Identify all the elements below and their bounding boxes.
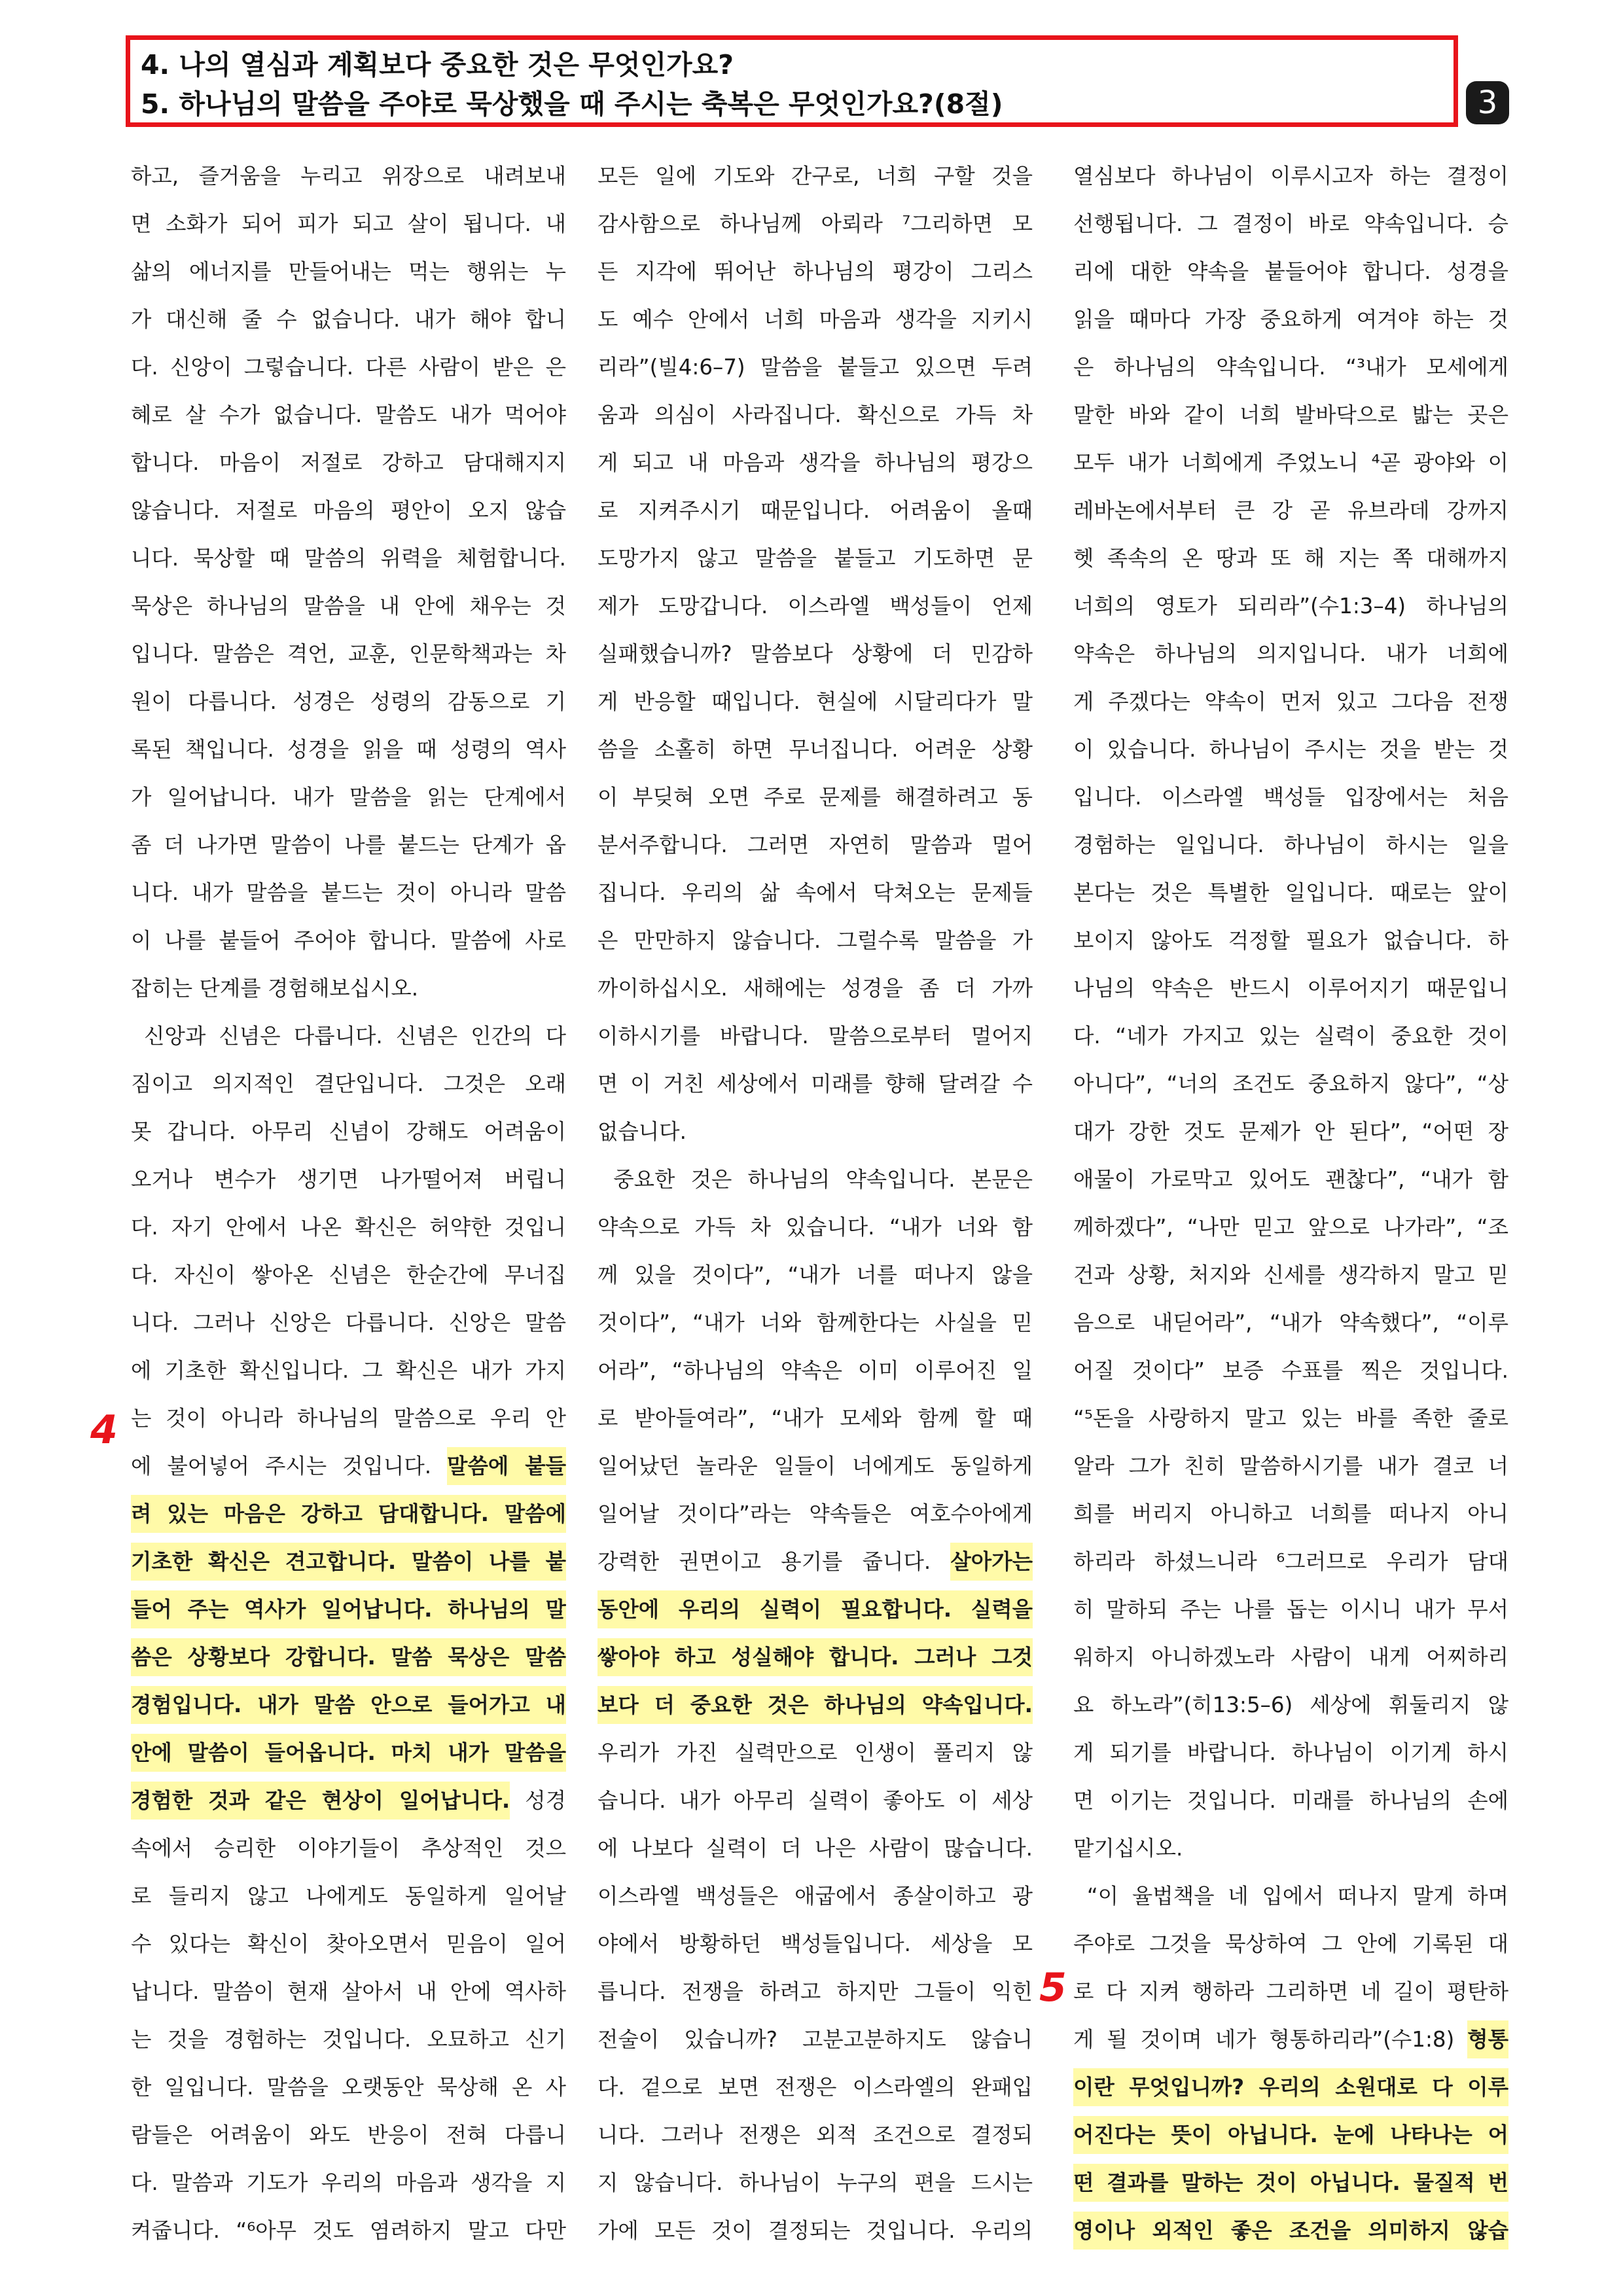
text-line: 않습니다. 저절로 마음의 평안이 오지 않습 [131, 498, 566, 523]
text-line: 어질 것이다” 보증 수표를 찍은 것입니다. [1073, 1358, 1508, 1383]
text-line: 약속은 하나님의 의지입니다. 내가 너희에 [1073, 641, 1508, 666]
text-line: 리에 대한 약속을 붙들어야 합니다. 성경을 [1073, 259, 1508, 284]
text-line: 맡기십시오. [1073, 1836, 1183, 1861]
highlighted-text: 살아가는 [950, 1543, 1033, 1581]
text-line: 가 일어납니다. 내가 말씀을 읽는 단계에서 [131, 785, 566, 810]
text-line: 면 소화가 되어 피가 되고 살이 됩니다. 내 [131, 211, 566, 236]
text-line: 레바논에서부터 큰 강 곧 유브라데 강까지 [1073, 498, 1508, 523]
text-line: 다. 자기 안에서 나온 확신은 허약한 것입니 [131, 1215, 566, 1240]
text-line: 는 것을 경험하는 것입니다. 오묘하고 신기 [131, 2027, 566, 2052]
text-line: 오거나 변수가 생기면 나가떨어져 버립니 [131, 1167, 566, 1192]
text-line: 도 예수 안에서 너희 마음과 생각을 지키시 [597, 307, 1033, 332]
highlighted-line [1073, 2159, 1508, 2207]
text-line: 약속으로 가득 차 있습니다. “내가 너와 함 [597, 1215, 1033, 1240]
text-line: 로 다 지켜 행하라 그리하면 네 길이 평탄하 [1073, 1979, 1508, 2004]
text-line: 짐이고 의지적인 결단입니다. 그것은 오래 [131, 1071, 566, 1096]
text-line: 리라”(빌4:6–7) 말씀을 붙들고 있으면 두려 [597, 355, 1033, 380]
text-line: 모두 내가 너희에게 주었노니 ⁴곧 광야와 이 [1073, 450, 1508, 475]
text-line: 로 받아들여라”, “내가 모세와 함께 할 때 [597, 1406, 1033, 1431]
text-line: 전술이 있습니까? 고분고분하지도 않습니 [597, 2027, 1033, 2052]
text-line: 히 말하되 주는 나를 돕는 이시니 내가 무서 [1073, 1597, 1508, 1622]
page-number: 3 [1466, 81, 1509, 124]
text-line: “⁵돈을 사랑하지 말고 있는 바를 족한 줄로 [1073, 1406, 1508, 1431]
text-line: 읽을 때마다 가장 중요하게 여겨야 하는 것 [1073, 307, 1508, 332]
text-line: 게 되고 내 마음과 생각을 하나님의 평강으 [597, 450, 1033, 475]
text-line: 요 하노라”(히13:5–6) 세상에 휘둘리지 않 [1073, 1693, 1508, 1717]
text-line-mixed [131, 1443, 566, 1490]
text-line: 입니다. 말씀은 격언, 교훈, 인문학책과는 차 [131, 641, 566, 666]
highlighted-line [597, 1681, 1033, 1729]
text-line: 묵상은 하나님의 말씀을 내 안에 채우는 것 [131, 594, 566, 619]
text-line: 수 있다는 확신이 찾아오면서 믿음이 일어 [131, 1931, 566, 1956]
question-4: 4. 나의 열심과 계획보다 중요한 것은 무엇인가요? [141, 49, 734, 81]
text-line: 말한 바와 같이 너희 발바닥으로 밟는 곳은 [1073, 403, 1508, 427]
text-line: 니다. 내가 말씀을 붙드는 것이 아니라 말씀 [131, 880, 566, 905]
question-5: 5. 하나님의 말씀을 주야로 묵상했을 때 주시는 축복은 무엇인가요?(8절) [141, 88, 1003, 120]
question-5-marker: 5 [1039, 1965, 1067, 2011]
highlighted-text: 안에 말씀이 들어옵니다. 마치 내가 말씀을 [131, 1734, 566, 1772]
text-line: 헷 족속의 온 땅과 또 해 지는 쪽 대해까지 [1073, 546, 1508, 571]
text-line: 니다. 그러나 전쟁은 외적 조건으로 결정되 [597, 2123, 1033, 2147]
highlighted-line [131, 1634, 566, 1681]
text-segment: 에 불어넣어 주시는 것입니다. [131, 1454, 448, 1479]
text-line: 다. 신앙이 그렇습니다. 다른 사람이 받은 은 [131, 355, 566, 380]
text-line: 분서주합니다. 그러면 자연히 말씀과 멀어 [597, 833, 1033, 857]
text-line: “이 율법책을 네 입에서 떠나지 말게 하며 [1073, 1884, 1508, 1909]
text-line: 에 나보다 실력이 더 나은 사람이 많습니다. [597, 1836, 1033, 1861]
text-line: 주야로 그것을 묵상하여 그 안에 기록된 대 [1073, 1931, 1508, 1956]
text-line: 다. 겉으로 보면 전쟁은 이스라엘의 완패입 [597, 2075, 1033, 2100]
text-line: 가 대신해 줄 수 없습니다. 내가 해야 합니 [131, 307, 566, 332]
text-line: 납니다. 말씀이 현재 살아서 내 안에 역사하 [131, 1979, 566, 2004]
text-line: 감사함으로 하나님께 아뢰라 ⁷그리하면 모 [597, 211, 1033, 236]
text-line: 없습니다. [597, 1119, 687, 1144]
text-line: 일어났던 놀라운 일들이 너에게도 동일하게 [597, 1454, 1033, 1479]
highlighted-line [1073, 2207, 1508, 2255]
text-line: 나님의 약속은 반드시 이루어지기 때문입니 [1073, 976, 1508, 1001]
text-line: 다. 자신이 쌓아온 신념은 한순간에 무너집 [131, 1263, 566, 1287]
highlighted-line [1073, 2111, 1508, 2159]
highlighted-line [1073, 2064, 1508, 2111]
text-line: 삶의 에너지를 만들어내는 먹는 행위는 누 [131, 259, 566, 284]
highlighted-text: 떤 결과를 말하는 것이 아닙니다. 물질적 번 [1073, 2164, 1508, 2202]
text-line: 니다. 묵상할 때 말씀의 위력을 체험합니다. [131, 546, 566, 571]
highlighted-text: 들어 주는 역사가 일어납니다. 하나님의 말 [131, 1590, 566, 1628]
text-line: 든 지각에 뛰어난 하나님의 평강이 그리스 [597, 259, 1033, 284]
highlighted-text: 영이나 외적인 좋은 조건을 의미하지 않습 [1073, 2212, 1508, 2250]
text-line: 니다. 그러나 신앙은 다릅니다. 신앙은 말씀 [131, 1310, 566, 1335]
text-line: 로 들리지 않고 나에게도 동일하게 일어날 [131, 1884, 566, 1909]
text-line: 신앙과 신념은 다릅니다. 신념은 인간의 다 [131, 1024, 566, 1049]
text-segment: 강력한 권면이고 용기를 줍니다. [597, 1549, 951, 1574]
text-line: 하리라 하셨느니라 ⁶그러므로 우리가 담대 [1073, 1549, 1508, 1574]
text-line: 너희의 영토가 되리라”(수1:3–4) 하나님의 [1073, 594, 1508, 619]
text-line: 하고, 즐거움을 누리고 위장으로 내려보내 [131, 164, 566, 188]
text-line: 로 지켜주시기 때문입니다. 어려움이 올때 [597, 498, 1033, 523]
highlighted-line [131, 1586, 566, 1634]
highlighted-line [131, 1538, 566, 1586]
text-line: 속에서 승리한 이야기들이 추상적인 것으 [131, 1836, 566, 1861]
text-line: 보이지 않아도 걱정할 필요가 없습니다. 하 [1073, 928, 1508, 953]
text-line: 에 기초한 확신입니다. 그 확신은 내가 가지 [131, 1358, 566, 1383]
text-line: 도망가지 않고 말씀을 붙들고 기도하면 문 [597, 546, 1033, 571]
text-line: 면 이기는 것입니다. 미래를 하나님의 손에 [1073, 1788, 1508, 1813]
text-line: 대가 강한 것도 문제가 안 된다”, “어떤 장 [1073, 1119, 1508, 1144]
text-line: 원이 다릅니다. 성경은 성령의 감동으로 기 [131, 689, 566, 714]
text-line: 지 않습니다. 하나님이 누구의 편을 드시는 [597, 2170, 1033, 2195]
text-line: 께하겠다”, “나만 믿고 앞으로 나가라”, “조 [1073, 1215, 1508, 1240]
text-line: 게 반응할 때입니다. 현실에 시달리다가 말 [597, 689, 1033, 714]
highlighted-text: 말씀에 붙들 [447, 1447, 566, 1485]
text-line: 다. 말씀과 기도가 우리의 마음과 생각을 지 [131, 2170, 566, 2195]
text-line: 아니다”, “너의 조건도 중요하지 않다”, “상 [1073, 1071, 1508, 1096]
highlighted-line [597, 1634, 1033, 1681]
text-line: 습니다. 내가 아무리 실력이 좋아도 이 세상 [597, 1788, 1033, 1813]
text-line: 께 있을 것이다”, “내가 너를 떠나지 않을 [597, 1263, 1033, 1287]
text-line-mixed [131, 1777, 566, 1825]
text-line: 씀을 소홀히 하면 무너집니다. 어려운 상황 [597, 737, 1033, 762]
text-line: 잡히는 단계를 경험해보십시오. [131, 976, 419, 1001]
highlighted-line [131, 1681, 566, 1729]
text-line-mixed [1073, 2016, 1508, 2064]
text-line: 다. “네가 가지고 있는 실력이 중요한 것이 [1073, 1024, 1508, 1049]
text-line: 좀 더 나가면 말씀이 나를 붙드는 단계가 옵 [131, 833, 566, 857]
text-column-1 [131, 152, 566, 2255]
text-line: 게 되기를 바랍니다. 하나님이 이기게 하시 [1073, 1740, 1508, 1765]
highlighted-line [131, 1729, 566, 1777]
text-line: 못 갑니다. 아무리 신념이 강해도 어려움이 [131, 1119, 566, 1144]
text-line: 음으로 내딛어라”, “내가 약속했다”, “이루 [1073, 1310, 1508, 1335]
text-line: 입니다. 이스라엘 백성들 입장에서는 처음 [1073, 785, 1508, 810]
text-line: 혜로 살 수가 없습니다. 말씀도 내가 먹어야 [131, 403, 566, 427]
text-line: 이스라엘 백성들은 애굽에서 종살이하고 광 [597, 1884, 1033, 1909]
text-line: 릅니다. 전쟁을 하려고 하지만 그들이 익힌 [597, 1979, 1033, 2004]
text-line: 건과 상황, 처지와 신세를 생각하지 말고 믿 [1073, 1263, 1508, 1287]
text-column-2 [597, 152, 1033, 2255]
text-line: 이 나를 붙들어 주어야 합니다. 말씀에 사로 [131, 928, 566, 953]
text-line: 본다는 것은 특별한 일입니다. 때로는 앞이 [1073, 880, 1508, 905]
text-line: 우리가 가진 실력만으로 인생이 풀리지 않 [597, 1740, 1033, 1765]
text-line: 이하시기를 바랍니다. 말씀으로부터 멀어지 [597, 1024, 1033, 1049]
text-line: 람들은 어려움이 와도 반응이 전혀 다릅니 [131, 2123, 566, 2147]
highlighted-text: 려 있는 마음은 강하고 담대합니다. 말씀에 [131, 1495, 566, 1533]
text-line-mixed [597, 1538, 1033, 1586]
text-line: 희를 버리지 아니하고 너희를 떠나지 아니 [1073, 1501, 1508, 1526]
highlighted-text: 씀은 상황보다 강합니다. 말씀 묵상은 말씀 [131, 1638, 566, 1676]
highlighted-text: 형통 [1467, 2020, 1508, 2058]
highlighted-text: 쌓아야 하고 성실해야 합니다. 그러나 그것 [597, 1638, 1033, 1676]
text-line: 열심보다 하나님이 이루시고자 하는 결정이 [1073, 164, 1508, 188]
text-line: 록된 책입니다. 성경을 읽을 때 성령의 역사 [131, 737, 566, 762]
text-line: 은 하나님의 약속입니다. “³내가 모세에게 [1073, 355, 1508, 380]
text-segment: 성경 [510, 1788, 566, 1813]
text-line: 이 있습니다. 하나님이 주시는 것을 받는 것 [1073, 737, 1508, 762]
text-line: 합니다. 마음이 저절로 강하고 담대해지지 [131, 450, 566, 475]
text-line: 애물이 가로막고 있어도 괜찮다”, “내가 함 [1073, 1167, 1508, 1192]
text-segment: 게 될 것이며 네가 형통하리라”(수1:8) [1073, 2027, 1468, 2052]
highlighted-text: 어진다는 뜻이 아닙니다. 눈에 나타나는 어 [1073, 2116, 1508, 2154]
highlighted-text: 이란 무엇입니까? 우리의 소원대로 다 이루 [1073, 2068, 1508, 2106]
text-line: 집니다. 우리의 삶 속에서 닥쳐오는 문제들 [597, 880, 1033, 905]
text-line: 가에 모든 것이 결정되는 것입니다. 우리의 [597, 2218, 1033, 2243]
text-line: 어라”, “하나님의 약속은 이미 이루어진 일 [597, 1358, 1033, 1383]
text-line: 제가 도망갑니다. 이스라엘 백성들이 언제 [597, 594, 1033, 619]
text-line: 면 이 거친 세상에서 미래를 향해 달려갈 수 [597, 1071, 1033, 1096]
text-line: 중요한 것은 하나님의 약속입니다. 본문은 [597, 1167, 1033, 1192]
highlighted-line [131, 1490, 566, 1538]
text-line: 게 주겠다는 약속이 먼저 있고 그다음 전쟁 [1073, 689, 1508, 714]
text-line: 선행됩니다. 그 결정이 바로 약속입니다. 승 [1073, 211, 1508, 236]
highlighted-line [597, 1586, 1033, 1634]
highlighted-text: 경험한 것과 같은 현상이 일어납니다. [131, 1782, 510, 1820]
highlighted-text: 보다 더 중요한 것은 하나님의 약속입니다. [597, 1686, 1033, 1724]
question-4-marker: 4 [90, 1407, 118, 1453]
text-line: 한 일입니다. 말씀을 오랫동안 묵상해 온 사 [131, 2075, 566, 2100]
question-box [126, 35, 1458, 127]
text-line: 것이다”, “내가 너와 함께한다는 사실을 믿 [597, 1310, 1033, 1335]
text-column-3 [1073, 152, 1508, 2255]
text-line: 알라 그가 친히 말씀하시기를 내가 결코 너 [1073, 1454, 1508, 1479]
text-line: 워하지 아니하겠노라 사람이 내게 어찌하리 [1073, 1645, 1508, 1670]
text-line: 야에서 방황하던 백성들입니다. 세상을 모 [597, 1931, 1033, 1956]
text-line: 모든 일에 기도와 간구로, 너희 구할 것을 [597, 164, 1033, 188]
highlighted-text: 기초한 확신은 견고합니다. 말씀이 나를 붙 [131, 1543, 566, 1581]
highlighted-text: 경험입니다. 내가 말씀 안으로 들어가고 내 [131, 1686, 566, 1724]
text-line: 은 만만하지 않습니다. 그럴수록 말씀을 가 [597, 928, 1033, 953]
text-line: 까이하십시오. 새해에는 성경을 좀 더 가까 [597, 976, 1033, 1001]
text-line: 일어날 것이다”라는 약속들은 여호수아에게 [597, 1501, 1033, 1526]
text-line: 경험하는 일입니다. 하나님이 하시는 일을 [1073, 833, 1508, 857]
text-line: 움과 의심이 사라집니다. 확신으로 가득 차 [597, 403, 1033, 427]
text-line: 실패했습니까? 말씀보다 상황에 더 민감하 [597, 641, 1033, 666]
highlighted-text: 동안에 우리의 실력이 필요합니다. 실력을 [597, 1590, 1033, 1628]
text-line: 켜줍니다. “⁶아무 것도 염려하지 말고 다만 [131, 2218, 566, 2243]
text-line: 는 것이 아니라 하나님의 말씀으로 우리 안 [131, 1406, 566, 1431]
text-line: 이 부딪혀 오면 주로 문제를 해결하려고 동 [597, 785, 1033, 810]
